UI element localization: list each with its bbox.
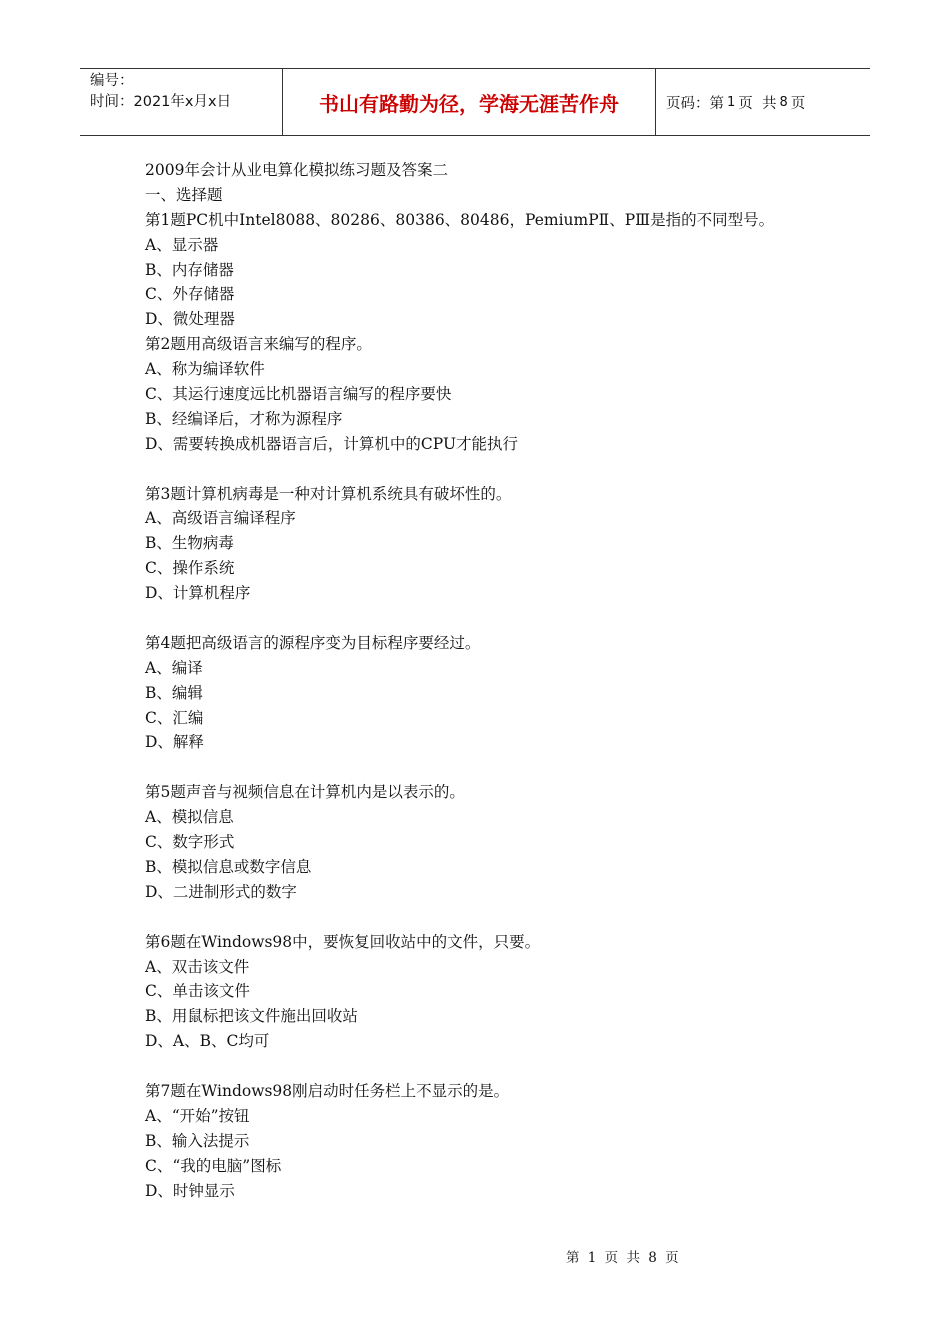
answer-option: A、双击该文件 xyxy=(145,957,250,976)
header-meta xyxy=(80,69,282,135)
answer-option: C、“我的电脑”图标 xyxy=(145,1156,282,1175)
document-title: 2009年会计从业电算化模拟练习题及答案二 xyxy=(145,161,448,179)
page-prefix: 页码：第 xyxy=(666,95,724,112)
question-stem: 第7题在Windows98刚启动时任务栏上不显示的是。 xyxy=(145,1081,510,1100)
question-stem: 第2题用高级语言来编写的程序。 xyxy=(145,335,372,354)
document-body xyxy=(145,158,845,1203)
header-motto: 书山有路勤为径，学海无涯苦作舟 xyxy=(282,69,656,135)
blank-line xyxy=(145,755,845,780)
question-stem: 第5题声音与视频信息在计算机内是以表示的。 xyxy=(145,783,465,802)
answer-option: D、二进制形式的数字 xyxy=(145,882,297,901)
page-current: 1 xyxy=(727,94,736,110)
answer-option: A、编译 xyxy=(145,658,203,677)
answer-option: B、经编译后，才称为源程序 xyxy=(145,409,343,428)
answer-option: C、外存储器 xyxy=(145,285,235,304)
answer-option: A、模拟信息 xyxy=(145,808,234,827)
answer-option: B、模拟信息或数字信息 xyxy=(145,857,312,876)
answer-option: A、称为编译软件 xyxy=(145,360,265,379)
page-mid: 页 共 xyxy=(738,95,777,112)
page-total: 8 xyxy=(779,94,788,110)
answer-option: B、生物病毒 xyxy=(145,534,234,553)
question-stem: 第6题在Windows98中，要恢复回收站中的文件，只要。 xyxy=(145,932,541,951)
blank-line xyxy=(145,606,845,631)
answer-option: D、微处理器 xyxy=(145,310,235,329)
blank-line xyxy=(145,457,845,482)
question-stem: 第1题PC机中Intel8088、80286、80386、80486，PemiumPⅡ、PⅢ是指的不同型号。 xyxy=(145,210,775,229)
answer-option: B、编辑 xyxy=(145,683,203,702)
answer-option: D、需要转换成机器语言后，计算机中的CPU才能执行 xyxy=(145,434,519,453)
question-stem: 第3题计算机病毒是一种对计算机系统具有破坏性的。 xyxy=(145,484,512,503)
question-stem: 第4题把高级语言的源程序变为目标程序要经过。 xyxy=(145,633,481,652)
answer-option: D、时钟显示 xyxy=(145,1181,235,1200)
footer-page-number: 第 1 页 共 8 页 xyxy=(566,1250,681,1266)
answer-option: D、解释 xyxy=(145,733,204,752)
answer-option: C、汇编 xyxy=(145,708,204,727)
blank-line xyxy=(145,1054,845,1079)
answer-option: B、内存储器 xyxy=(145,260,234,279)
section-heading: 一、选择题 xyxy=(145,185,223,204)
answer-option: C、其运行速度远比机器语言编写的程序要快 xyxy=(145,385,452,404)
page-header xyxy=(80,68,870,136)
blank-line xyxy=(145,905,845,930)
answer-option: B、用鼠标把该文件施出回收站 xyxy=(145,1007,358,1026)
answer-option: C、操作系统 xyxy=(145,559,235,578)
answer-option: C、数字形式 xyxy=(145,833,235,852)
answer-option: A、显示器 xyxy=(145,235,219,254)
answer-option: A、高级语言编译程序 xyxy=(145,509,296,528)
page-suffix: 页 xyxy=(790,95,806,112)
answer-option: A、“开始”按钮 xyxy=(145,1106,250,1125)
document-time-label: 时间：2021年x月x日 xyxy=(90,94,232,110)
answer-option: B、输入法提示 xyxy=(145,1131,250,1150)
document-number-label: 编号： xyxy=(90,73,134,89)
answer-option: D、计算机程序 xyxy=(145,584,251,603)
header-page-indicator xyxy=(656,69,870,135)
answer-option: C、单击该文件 xyxy=(145,982,250,1001)
answer-option: D、A、B、C均可 xyxy=(145,1032,270,1051)
